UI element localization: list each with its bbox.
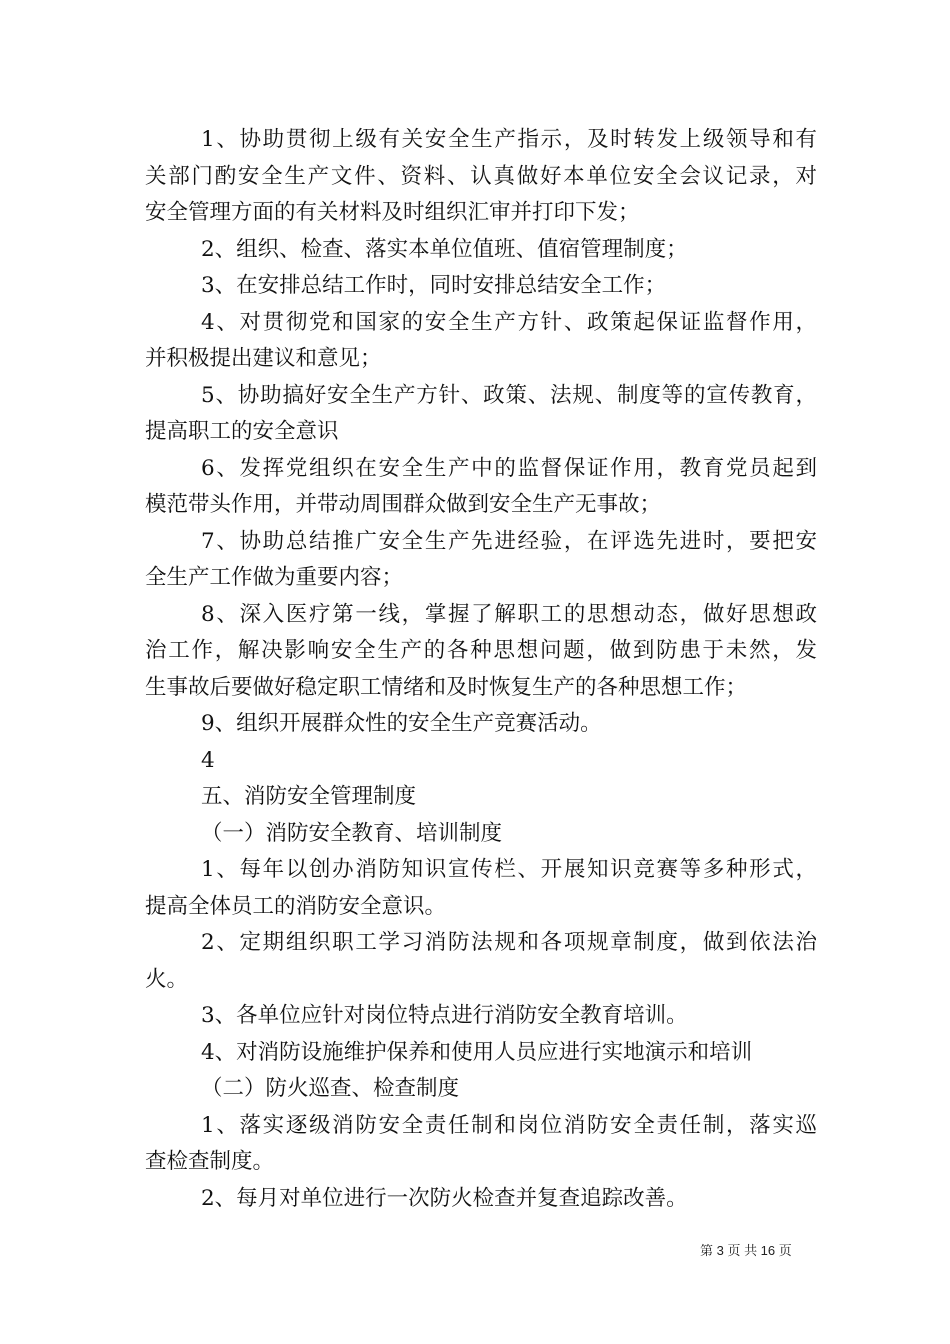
paragraph [145,378,817,451]
text-line: 生事故后要做好稳定职工情绪和及时恢复生产的各种思想工作； [145,674,748,700]
text-line: 1、落实逐级消防安全责任制和岗位消防安全责任制，落实巡 [201,1112,817,1138]
paragraph [145,743,817,780]
text-line: 2、组织、检查、落实本单位值班、值宿管理制度； [201,236,688,262]
text-line: 并积极提出建议和意见； [145,346,382,371]
paragraph [145,852,817,925]
paragraph [145,998,817,1035]
paragraph [145,305,817,378]
text-line: 3、各单位应针对岗位特点进行消防安全教育培训。 [201,1003,688,1028]
page-number-footer: 第 3 页 共 16 页 [700,1243,792,1258]
text-line: 3、在安排总结工作时，同时安排总结安全工作； [201,273,667,298]
text-line: 2、定期组织职工学习消防法规和各项规章制度，做到依法治 [201,930,817,955]
paragraph [145,779,817,816]
paragraph [145,524,817,597]
text-line: 4、对贯彻党和国家的安全生产方针、政策起保证监督作用， [201,309,817,335]
paragraph [145,1181,817,1218]
paragraph [145,268,817,305]
text-line: 五、消防安全管理制度 [201,784,417,809]
paragraph [145,451,817,524]
paragraph [145,925,817,998]
text-line: 4、对消防设施维护保养和使用人员应进行实地演示和培训 [201,1039,753,1065]
text-line: 模范带头作用，并带动周围群众做到安全生产无事故； [145,492,662,517]
text-line: 提高全体员工的消防安全意识。 [145,893,447,919]
text-line: 治工作，解决影响安全生产的各种思想问题，做到防患于未然，发 [145,638,817,663]
text-line: （二）防火巡查、检查制度 [201,1076,460,1101]
paragraph [145,706,817,743]
paragraph [145,1071,817,1108]
paragraph [145,232,817,269]
text-line: 7、协助总结推广安全生产先进经验，在评选先进时，要把安 [201,528,817,554]
text-line: 查检查制度。 [145,1149,275,1174]
text-line: 火。 [145,966,189,992]
text-line: 5、协助搞好安全生产方针、政策、法规、制度等的宣传教育， [201,382,817,408]
text-line: 1、协助贯彻上级有关安全生产指示，及时转发上级领导和有 [201,127,817,152]
document-body [145,122,817,1217]
paragraph [145,122,817,232]
text-line: 1、每年以创办消防知识宣传栏、开展知识竞赛等多种形式， [201,857,817,882]
text-line: 9、组织开展群众性的安全生产竞赛活动。 [201,711,602,736]
text-line: 安全管理方面的有关材料及时组织汇审并打印下发； [145,200,640,225]
text-line: 6、发挥党组织在安全生产中的监督保证作用，教育党员起到 [201,455,817,481]
text-line: （一）消防安全教育、培训制度 [201,820,503,846]
text-line: 4 [201,747,215,773]
text-line: 全生产工作做为重要内容； [145,565,404,590]
paragraph [145,1035,817,1072]
text-line: 提高职工的安全意识 [145,419,339,444]
text-line: 8、深入医疗第一线，掌握了解职工的思想动态，做好思想政 [201,601,817,627]
text-line: 关部门酌安全生产文件、资料、认真做好本单位安全会议记录，对 [145,163,817,189]
paragraph [145,1108,817,1181]
text-line: 2、每月对单位进行一次防火检查并复查追踪改善。 [201,1185,688,1211]
paragraph [145,816,817,853]
paragraph [145,597,817,707]
